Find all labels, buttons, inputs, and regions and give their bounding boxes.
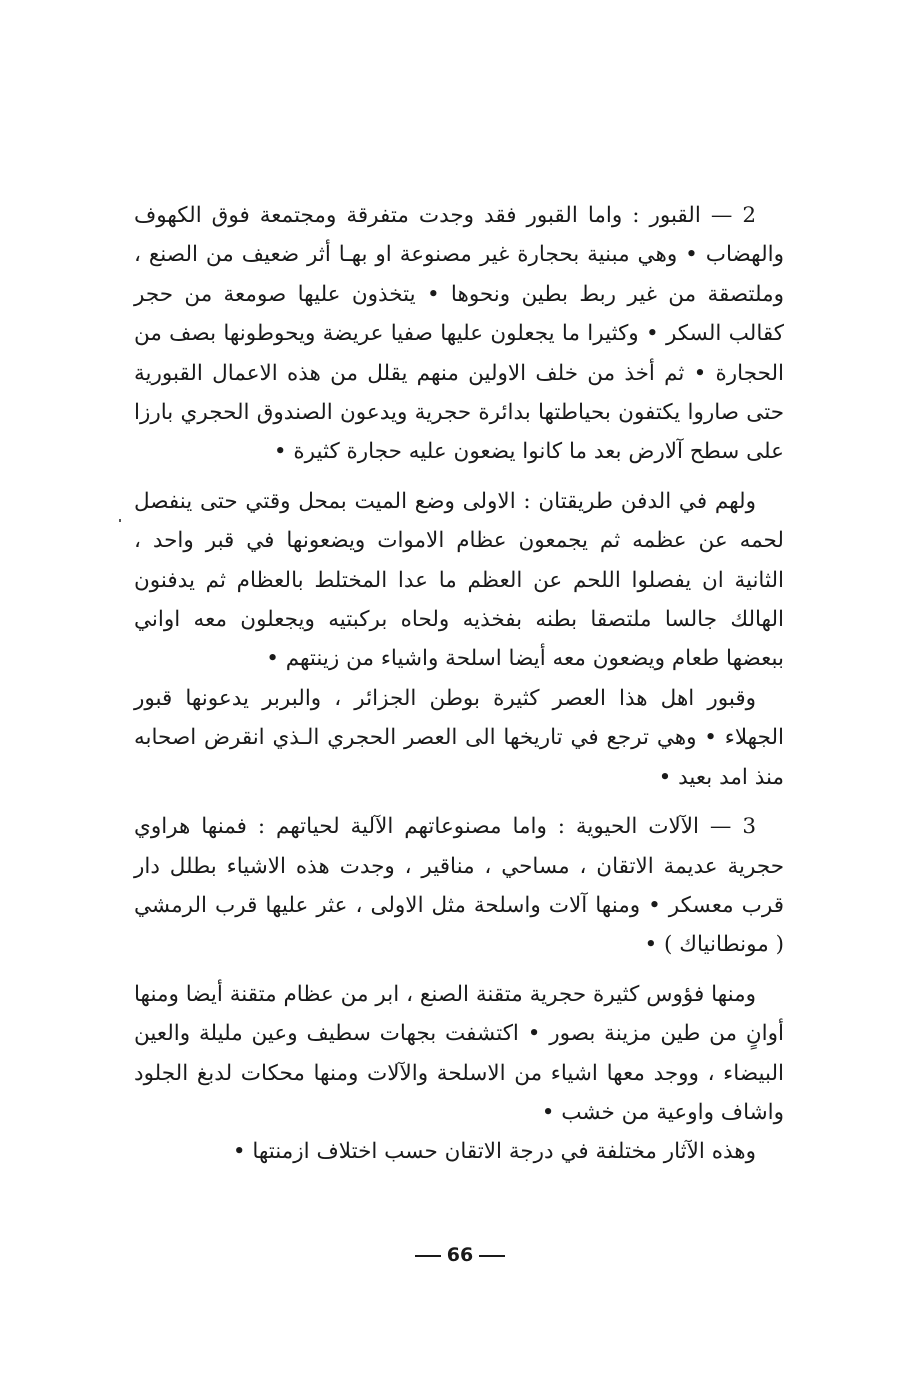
stray-ink-mark xyxy=(119,519,121,522)
paragraph-tools: 3 — الآلات الحيوية : واما مصنوعاتهم الآلية لحياتهم : فمنها هراوي حجرية عديمة الاتقان ، مساحي ، مناقير ، وجدت هذه الاشياء بطلل دار قرب معسكر • ومنها آلات واسلحة مثل الاولى ، عثر عليها قرب الرمشي ( مونطانياك ) • xyxy=(134,814,784,958)
page-number-text: 66 xyxy=(446,1244,474,1266)
page-number xyxy=(0,1244,920,1266)
paragraph-graves: 2 — القبور : واما القبور فقد وجدت متفرقة ومجتمعة فوق الكهوف والهضاب • وهي مبنية بحجارة غير مصنوعة او بهـا أثر ضعيف من الصنع ، وملتصقة من غير ربط بطين ونحوها • يتخذون عليها صومعة من حجر كقالب السكر • وكثيرا ما يجعلون عليها صفيا عريضة ويحوطونها بصف من الحجارة • ثم أخذ من خلف الاولين منهم يقلل من هذه الاعمال القبورية حتى صاروا يكتفون بحياطتها بدائرة حجرية ويدعون الصندوق الحجري بارزا على سطح آلارض بعد ما كانوا يضعون عليه حجارة كثيرة • xyxy=(134,203,784,465)
paragraph-axes: ومنها فؤوس كثيرة حجرية متقنة الصنع ، ابر من عظام متقنة أيضا ومنها أوانٍ من طين مزينة بصور • اكتشفت بجهات سطيف وعين مليلة والعين البيضاء ، ووجد معها اشياء من الاسلحة والآلات ومنها محكات لدبغ الجلود واشاف واوعية من خشب • xyxy=(134,981,784,1125)
page-text xyxy=(134,196,784,1172)
paragraph-conclusion: وهذه الآثار مختلفة في درجة الاتقان حسب اختلاف ازمنتها • xyxy=(232,1139,756,1165)
dash-right xyxy=(479,1255,505,1257)
paragraph-burial-methods: ولهم في الدفن طريقتان : الاولى وضع الميت بمحل وقتي حتى ينفصل لحمه عن عظمه ثم يجمعون عظام الاموات ويضعونها في قبر واحد ، الثانية ان يفصلوا اللحم عن العظم ما عدا المختلط بالعظام ثم يدفنون الهالك جالسا ملتصقا بطنه بفخذيه ولحاه بركبتيه ويجعلون معه اواني ببعضها طعام ويضعون معه أيضا اسلحة واشياء من زينتهم • xyxy=(134,488,784,672)
dash-left xyxy=(415,1255,441,1257)
paragraph-graves-algeria: وقبور اهل هذا العصر كثيرة بوطن الجزائر ، والبربر يدعونها قبور الجهلاء • وهي ترجع في تاريخها الى العصر الحجري الـذي انقرض اصحابه منذ امد بعيد • xyxy=(134,685,784,790)
